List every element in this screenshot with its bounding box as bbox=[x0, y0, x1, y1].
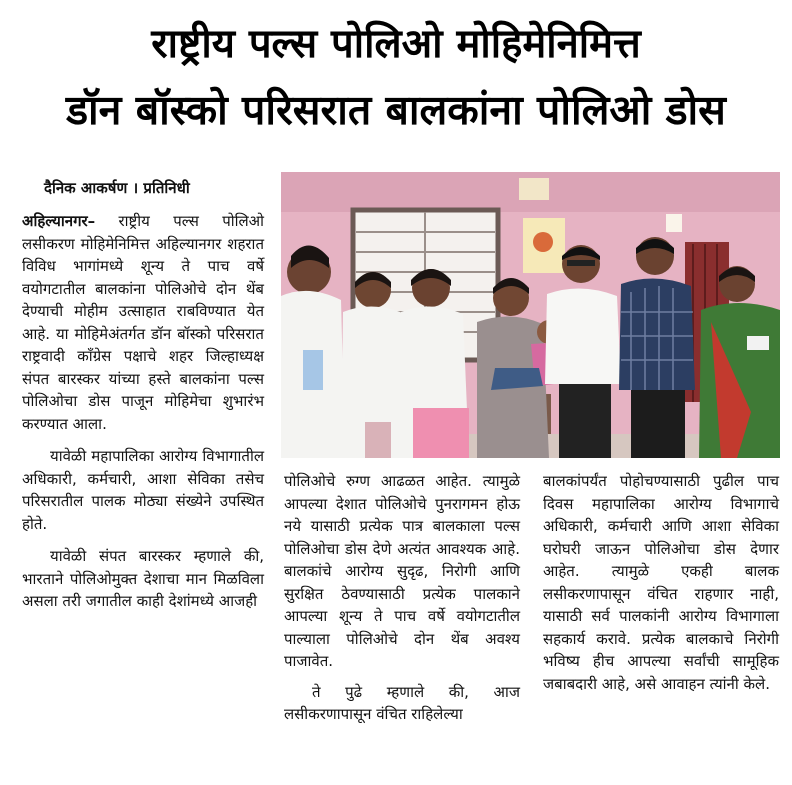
article-column-2 bbox=[284, 470, 520, 726]
article-column-3 bbox=[543, 470, 779, 695]
article-paragraph: पोलिओचे रुग्ण आढळत आहेत. त्यामुळे आपल्या देशात पोलिओचे पुनरागमन होऊ नये यासाठी प्रत्येक पात्र बालकाला पल्स पोलिओचा डोस देणे अत्यंत आवश्यक आहे. बालकांचे आरोग्य सुदृढ, निरोगी आणि सुरक्षित ठेवण्यासाठी प्रत्येक पालकाने आपल्या शून्य ते पाच वर्षे वयोगटातील पाल्याला पोलिओचे दोन थेंब अवश्य पाजावेत. bbox=[284, 472, 520, 670]
news-photo bbox=[281, 172, 780, 458]
paragraph-text: राष्ट्रीय पल्स पोलिओ लसीकरण मोहिमेनिमित्त अहिल्यानगर शहरात विविध भागांमध्ये शून्य ते पाच वर्षे वयोगटातील बालकांना पोलिओचे दोन थेंब देण्याची मोहीम उत्साहात राबविण्यात येत आहे. या मोहिमेअंतर्गत डॉन बॉस्को परिसरात राष्ट्रवादी काँग्रेस पक्षाचे शहर जिल्हाध्यक्ष संपत बारस्कर यांच्या हस्ते बालकांना पल्स पोलिओचा डोस पाजून मोहिमेचा शुभारंभ करण्यात आला. bbox=[22, 212, 264, 433]
article-paragraph bbox=[22, 210, 264, 435]
article-paragraph: यावेळी संपत बारस्कर म्हणाले की, भारताने पोलिओमुक्त देशाचा मान मिळविला असला तरी जगातील काही देशांमध्ये आजही bbox=[22, 547, 264, 610]
article-paragraph: यावेळी महापालिका आरोग्य विभागातील अधिकारी, कर्मचारी, आशा सेविका तसेच परिसरातील पालक मोठ्या संख्येने उपस्थित होते. bbox=[22, 447, 264, 533]
article-paragraph: बालकांपर्यंत पोहोचण्यासाठी पुढील पाच दिवस महापालिका आरोग्य विभागाचे अधिकारी, कर्मचारी आणि आशा सेविका घरोघरी जाऊन पोलिओचा डोस देणार आहेत. त्यामुळे एकही बालक लसीकरणापासून वंचित राहणार नाही, यासाठी सर्व पालकांनी आरोग्य विभागाला सहकार्य करावे. प्रत्येक बालकाचे निरोगी भविष्य हीच आपल्या सर्वांची सामूहिक जबाबदारी आहे, असे आवाहन त्यांनी केले. bbox=[543, 472, 779, 693]
headline-line-2: डॉन बॉस्को परिसरात बालकांना पोलिओ डोस bbox=[66, 86, 726, 134]
article-paragraph: ते पुढे म्हणाले की, आज लसीकरणापासून वंचित राहिलेल्या bbox=[284, 682, 520, 723]
photo-illustration bbox=[281, 172, 780, 458]
article-column-1 bbox=[22, 210, 264, 613]
byline: दैनिक आकर्षण । प्रतिनिधी bbox=[44, 179, 190, 197]
headline-line-1: राष्ट्रीय पल्स पोलिओ मोहिमेनिमित्त bbox=[151, 21, 641, 67]
dateline: अहिल्यानगर– bbox=[22, 212, 96, 230]
